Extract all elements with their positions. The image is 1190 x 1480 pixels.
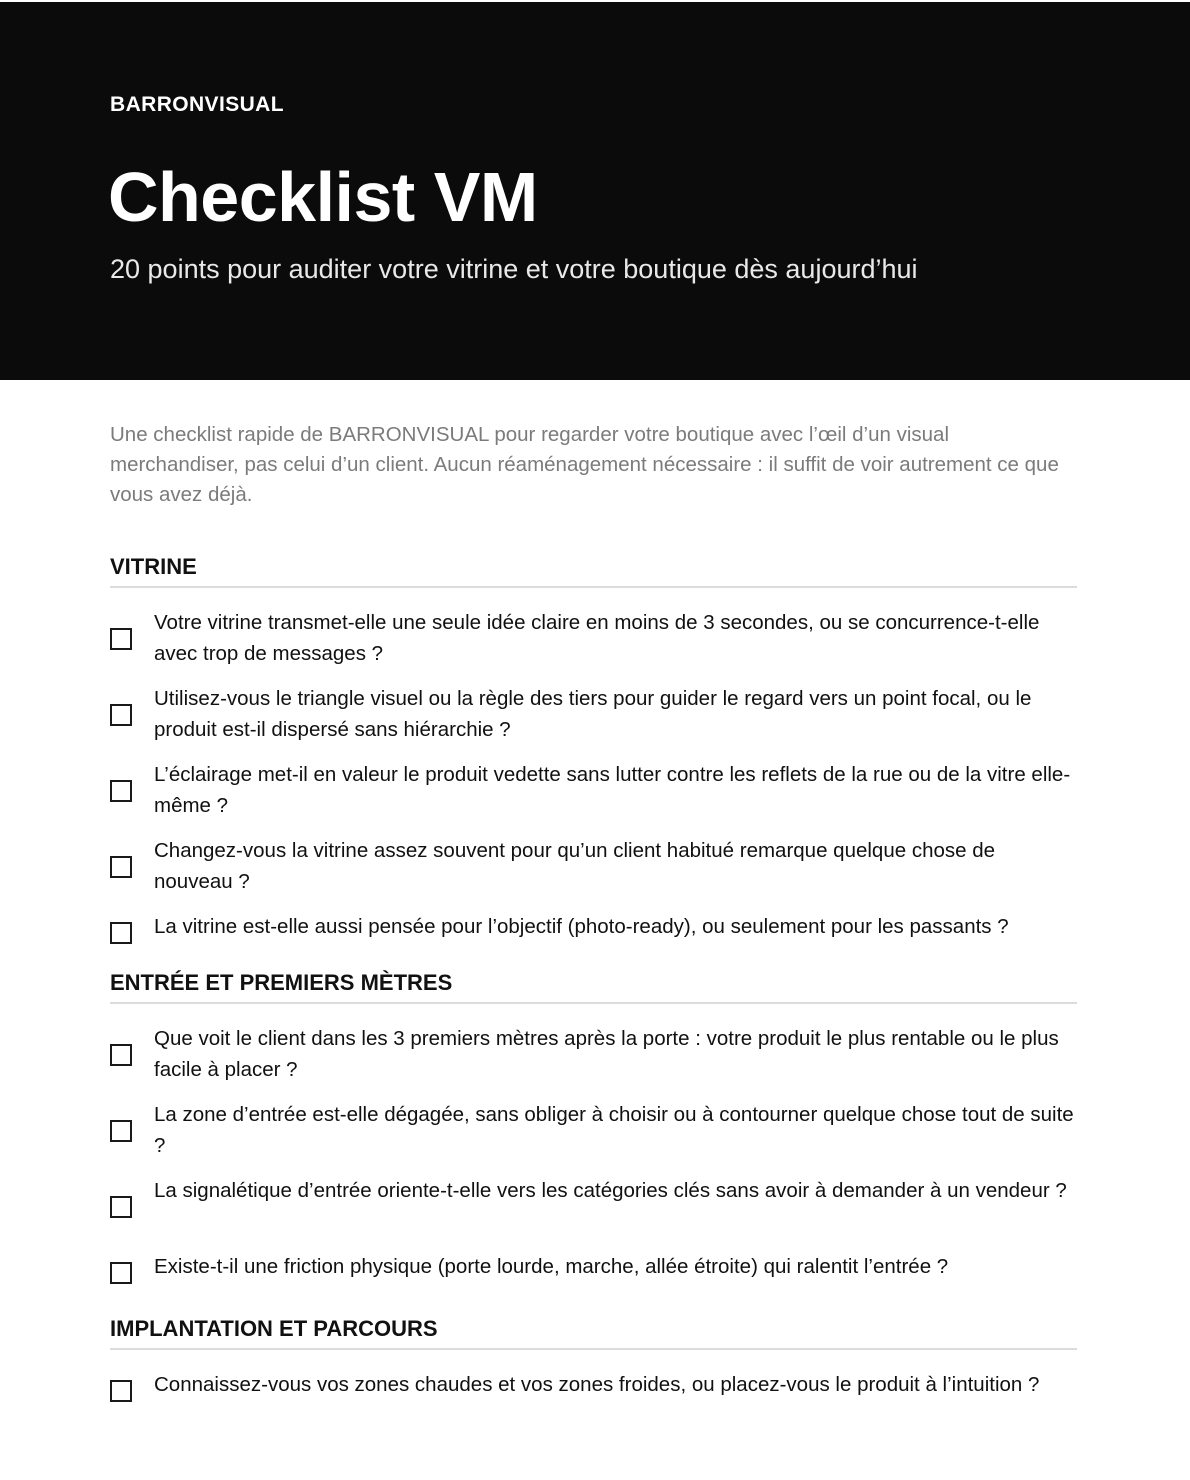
section-vitrine: [110, 554, 1078, 946]
checkbox[interactable]: [110, 780, 132, 802]
checklist-item-text: Votre vitrine transmet-elle une seule idée claire en moins de 3 secondes, ou se concurrence-t-elle avec trop de messages ?: [154, 611, 1040, 665]
intro-paragraph: Une checklist rapide de BARRONVISUAL pour regarder votre boutique avec l’œil d’un visual merchandiser, pas celui d’un client. Aucun réaménagement nécessaire : il suffit de voir autrement ce que vous avez déjà.: [110, 423, 1059, 506]
checkbox[interactable]: [110, 1196, 132, 1218]
section-title: VITRINE: [110, 554, 1077, 588]
checklist-item-text: L’éclairage met-il en valeur le produit vedette sans lutter contre les reflets de la rue ou de la vitre elle-même ?: [154, 763, 1071, 817]
checklist-item: [110, 608, 1077, 669]
section-title: ENTRÉE ET PREMIERS MÈTRES: [110, 970, 1077, 1004]
checklist-item: [110, 1370, 1077, 1404]
page-subtitle: 20 points pour auditer votre vitrine et votre boutique dès aujourd’hui: [110, 254, 918, 284]
checkbox[interactable]: [110, 1044, 132, 1066]
section-entree: [110, 970, 1078, 1286]
checklist-item: [110, 912, 1077, 946]
checklist-item-text: Connaissez-vous vos zones chaudes et vos zones froides, ou placez-vous le produit à l’intuition ?: [154, 1373, 1040, 1396]
checkbox[interactable]: [110, 704, 132, 726]
page-title: Checklist VM: [108, 158, 538, 236]
checklist-item: [110, 836, 1077, 897]
checkbox[interactable]: [110, 856, 132, 878]
checklist-item: [110, 1252, 1077, 1286]
checklist-item: [110, 1100, 1077, 1161]
checklist-item-text: Changez-vous la vitrine assez souvent pour qu’un client habitué remarque quelque chose de nouveau ?: [154, 839, 996, 893]
checklist-item: [110, 1024, 1077, 1085]
checklist-item: [110, 760, 1077, 821]
checklist-item-text: Existe-t-il une friction physique (porte lourde, marche, allée étroite) qui ralentit l’entrée ?: [154, 1255, 949, 1278]
checklist: [110, 1370, 1078, 1404]
header-banner: [0, 0, 1190, 380]
checklist-item-text: Que voit le client dans les 3 premiers mètres après la porte : votre produit le plus rentable ou le plus facile à placer ?: [154, 1027, 1059, 1081]
section-implantation: [110, 1316, 1078, 1404]
checkbox[interactable]: [110, 1380, 132, 1402]
brand-name: BARRONVISUAL: [110, 93, 284, 116]
checklist-item-text: La signalétique d’entrée oriente-t-elle vers les catégories clés sans avoir à demander à un vendeur ?: [154, 1179, 1067, 1202]
checkbox[interactable]: [110, 628, 132, 650]
checklist-item-text: Utilisez-vous le triangle visuel ou la règle des tiers pour guider le regard vers un point focal, ou le produit est-il dispersé sans hiérarchie ?: [154, 687, 1032, 741]
checkbox[interactable]: [110, 1120, 132, 1142]
checklist-item: [110, 684, 1077, 745]
checklist-item: [110, 1176, 1077, 1237]
section-title: IMPLANTATION ET PARCOURS: [110, 1316, 1077, 1350]
checklist-item-text: La vitrine est-elle aussi pensée pour l’objectif (photo-ready), ou seulement pour les passants ?: [154, 915, 1009, 938]
checklist-content: [0, 420, 1190, 1404]
checkbox[interactable]: [110, 1262, 132, 1284]
checklist-item-text: La zone d’entrée est-elle dégagée, sans obliger à choisir ou à contourner quelque chose tout de suite ?: [154, 1103, 1074, 1157]
checklist: [110, 608, 1078, 946]
checkbox[interactable]: [110, 922, 132, 944]
checklist: [110, 1024, 1078, 1286]
